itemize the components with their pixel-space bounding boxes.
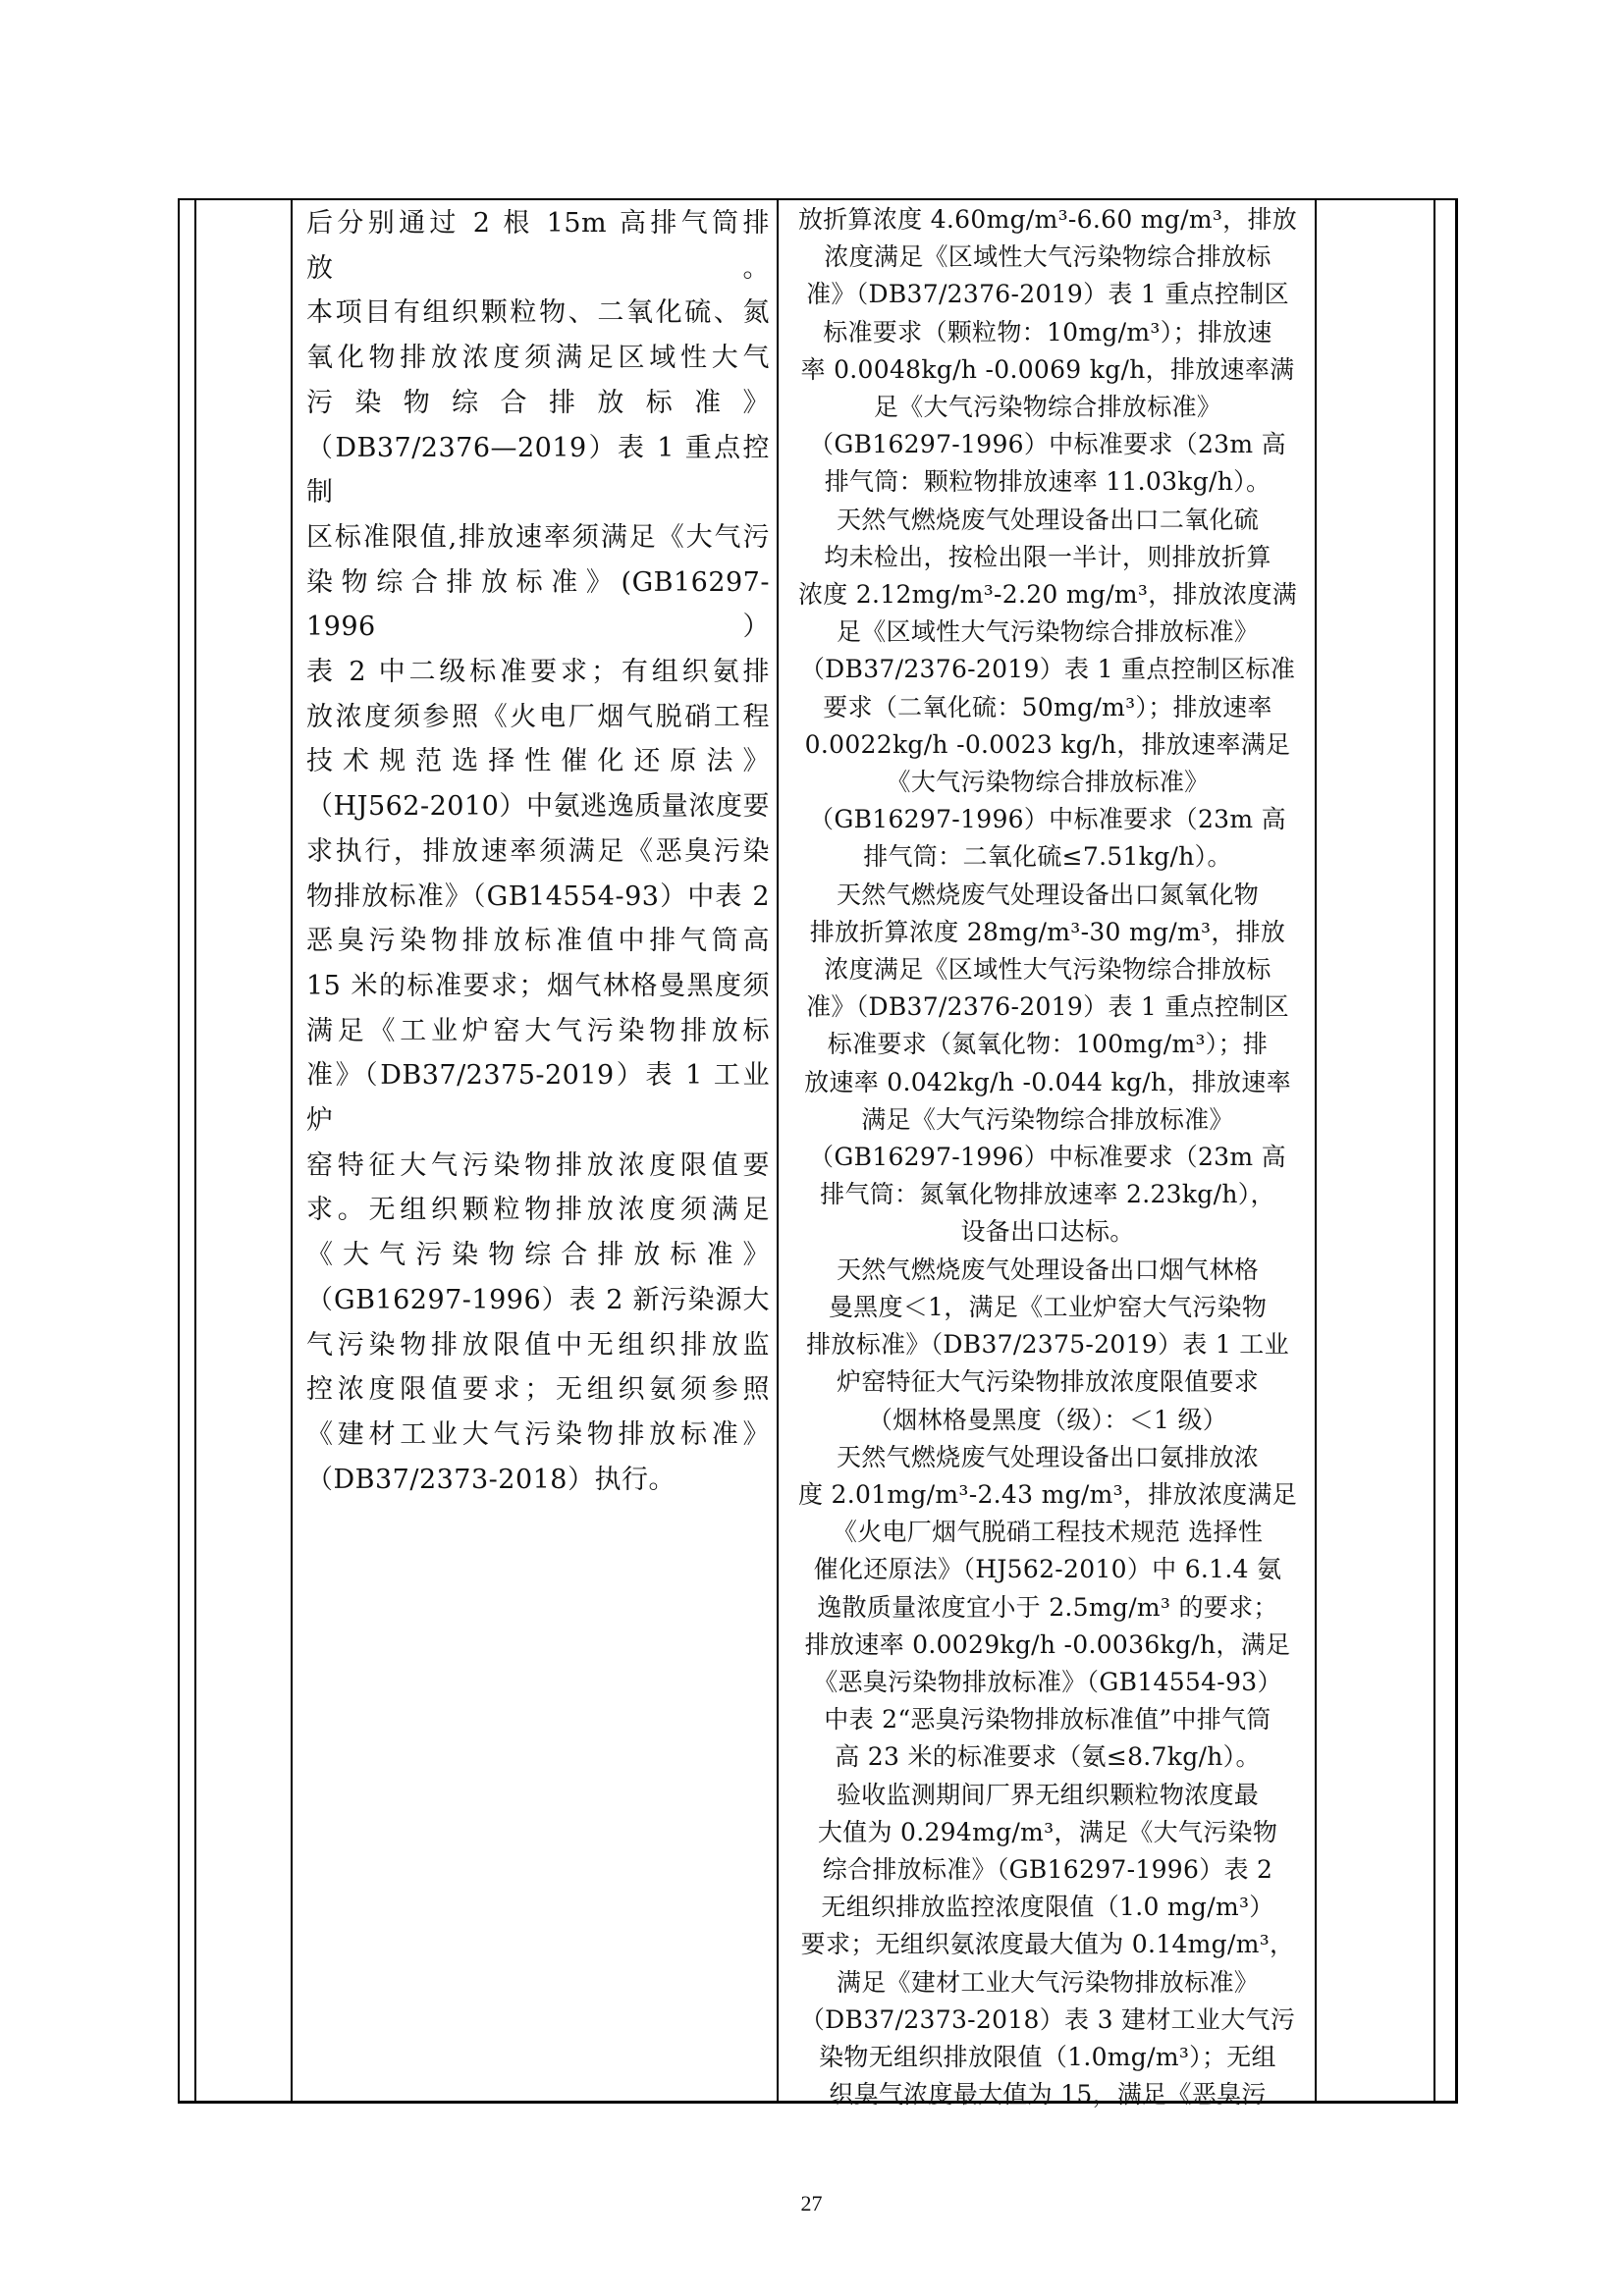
result-text-line: 曼黑度＜1，满足《工业炉窑大气污染物	[828, 1292, 1268, 1321]
table-column-divider	[291, 199, 293, 2103]
requirement-text-line: 《大气污染物综合排放标准》	[306, 1240, 770, 1271]
result-text-line: （DB37/2376-2019）表 1 重点控制区标准	[799, 655, 1296, 684]
requirement-text-line: （GB16297-1996）表 2 新污染源大	[306, 1284, 770, 1315]
table-column-divider	[194, 199, 196, 2103]
result-text-line: 天然气燃烧废气处理设备出口二氧化硫	[836, 505, 1260, 534]
requirement-text-line: 准》（DB37/2375-2019）表 1 工业炉	[306, 1060, 770, 1137]
result-text-line: 无组织排放监控浓度限值（1.0 mg/m³）	[821, 1893, 1274, 1922]
requirement-text-line: 染物综合排放标准》(GB16297-1996）	[306, 566, 770, 643]
result-text-line: 大值为 0.294mg/m³，满足《大气污染物	[817, 1817, 1278, 1846]
result-text-line: 逸散质量浓度宜小于 2.5mg/m³ 的要求；	[817, 1592, 1278, 1622]
result-text-line: 足《大气污染物综合排放标准》	[873, 393, 1222, 422]
result-text-line: 均未检出，按检出限一半计，则排放折算	[824, 542, 1271, 571]
requirement-text-line: 恶臭污染物排放标准值中排气筒高	[306, 926, 770, 957]
table-right-border	[1455, 199, 1458, 2103]
result-text-line: 满足《大气污染物综合排放标准》	[861, 1104, 1234, 1134]
requirement-text-line: 满足《工业炉窑大气污染物排放标	[306, 1015, 770, 1046]
result-text-line: 准》（DB37/2376-2019）表 1 重点控制区	[806, 280, 1289, 309]
table-column-divider	[1434, 199, 1435, 2103]
result-text-line: 排气筒：氮氧化物排放速率 2.23kg/h），	[820, 1180, 1275, 1209]
result-text-line: 率 0.0048kg/h -0.0069 kg/h，排放速率满	[800, 354, 1295, 384]
requirement-text-line: 本项目有组织颗粒物、二氧化硫、氮	[306, 297, 770, 329]
table-column-divider	[777, 199, 779, 2103]
result-text-line: （烟林格曼黑度（级）：＜1 级）	[867, 1405, 1228, 1434]
requirement-text-line: 污染物综合排放标准》	[306, 387, 770, 418]
page-number: 27	[800, 2191, 823, 2216]
requirement-text-line: 《建材工业大气污染物排放标准》	[306, 1418, 770, 1450]
result-text-line: 要求；无组织氨浓度最大值为 0.14mg/m³，	[800, 1930, 1295, 1959]
result-text-line: 排气筒：二氧化硫≤7.51kg/h）。	[863, 842, 1232, 872]
requirement-text-line: 物排放标准》（GB14554-93）中表 2	[306, 881, 770, 912]
result-text-line: （DB37/2373-2018）表 3 建材工业大气污	[799, 2004, 1296, 2034]
result-text-line: 高 23 米的标准要求（氨≤8.7kg/h）。	[835, 1742, 1261, 1772]
result-text-line: 天然气燃烧废气处理设备出口氨排放浓	[836, 1442, 1260, 1471]
result-text-line: 0.0022kg/h -0.0023 kg/h，排放速率满足	[804, 729, 1291, 759]
requirement-text-line: 窑特征大气污染物排放浓度限值要	[306, 1149, 770, 1181]
result-text-line: 炉窑特征大气污染物排放浓度限值要求	[836, 1367, 1260, 1397]
result-text-line: 催化还原法》（HJ562-2010）中 6.1.4 氨	[813, 1555, 1282, 1584]
result-text-line: （GB16297-1996）中标准要求（23m 高	[809, 1143, 1286, 1172]
result-text-line: 《恶臭污染物排放标准》（GB14554-93）	[813, 1667, 1282, 1696]
result-text-line: （GB16297-1996）中标准要求（23m 高	[809, 430, 1286, 459]
requirement-text-line: 求。无组织颗粒物排放浓度须满足	[306, 1195, 770, 1226]
requirement-cell	[306, 201, 770, 1502]
result-text-line: 设备出口达标。	[960, 1217, 1135, 1247]
result-text-line: 浓度满足《区域性大气污染物综合排放标	[824, 242, 1271, 272]
result-text-line: 准》（DB37/2376-2019）表 1 重点控制区	[806, 992, 1289, 1022]
table-column-divider	[1315, 199, 1317, 2103]
result-text-line: 要求（二氧化硫：50mg/m³）；排放速率	[823, 692, 1272, 721]
result-text-line: 《火电厂烟气脱硝工程技术规范 选择性	[832, 1518, 1264, 1547]
result-text-line: 织臭气浓度最大值为 15，满足《恶臭污	[829, 2080, 1267, 2109]
requirement-text-line: 求执行，排放速率须满足《恶臭污染	[306, 835, 770, 867]
requirement-text-line: （DB37/2376—2019）表 1 重点控制	[306, 432, 770, 508]
result-text-line: 浓度满足《区域性大气污染物综合排放标	[824, 955, 1271, 985]
requirement-text-line: 后分别通过 2 根 15m 高排气筒排放。	[306, 208, 770, 284]
result-text-line: 染物无组织排放限值（1.0mg/m³）；无组	[819, 2042, 1276, 2071]
result-text-line: 足《区域性大气污染物综合排放标准》	[836, 617, 1260, 647]
requirement-text-line: （DB37/2373-2018）执行。	[306, 1464, 676, 1495]
result-text-line: 浓度 2.12mg/m³-2.20 mg/m³，排放浓度满	[797, 580, 1298, 610]
requirement-text-line: 氧化物排放浓度须满足区域性大气	[306, 343, 770, 374]
requirement-text-line: 15 米的标准要求；烟气林格曼黑度须	[306, 970, 770, 1001]
requirement-text-line: 放浓度须参照《火电厂烟气脱硝工程	[306, 701, 770, 732]
requirement-text-line: 区标准限值,排放速率须满足《大气污	[306, 521, 770, 553]
result-text-line: 中表 2“恶臭污染物排放标准值”中排气筒	[824, 1705, 1271, 1735]
requirement-text-line: 表 2 中二级标准要求；有组织氨排	[306, 657, 770, 688]
result-text-line: 标准要求（颗粒物：10mg/m³）；排放速	[823, 317, 1272, 347]
result-text-line: 放速率 0.042kg/h -0.044 kg/h，排放速率	[804, 1067, 1291, 1096]
table-top-border	[178, 198, 1458, 200]
result-text-line: 满足《建材工业大气污染物排放标准》	[836, 1967, 1260, 1997]
result-text-line: （GB16297-1996）中标准要求（23m 高	[809, 805, 1286, 834]
requirement-text-line: 气污染物排放限值中无组织排放监	[306, 1329, 770, 1361]
result-text-line: 天然气燃烧废气处理设备出口烟气林格	[836, 1255, 1260, 1284]
result-text-line: 天然气燃烧废气处理设备出口氮氧化物	[836, 880, 1260, 909]
result-text-line: 综合排放标准》（GB16297-1996）表 2	[822, 1854, 1273, 1884]
requirement-text-line: 技术规范选择性催化还原法》	[306, 746, 770, 777]
result-text-line: 排放标准》（DB37/2375-2019）表 1 工业	[806, 1330, 1289, 1360]
result-text-line: 排放折算浓度 28mg/m³-30 mg/m³，排放	[809, 917, 1286, 946]
result-text-line: 标准要求（氮氧化物：100mg/m³）；排	[827, 1030, 1269, 1059]
requirement-text-line: 控浓度限值要求；无组织氨须参照	[306, 1374, 770, 1406]
result-text-line: 排放速率 0.0029kg/h -0.0036kg/h，满足	[804, 1629, 1291, 1659]
result-text-line: 《大气污染物综合排放标准》	[886, 768, 1210, 797]
result-text-line: 度 2.01mg/m³-2.43 mg/m³，排放浓度满足	[797, 1479, 1298, 1509]
result-text-line: 放折算浓度 4.60mg/m³-6.60 mg/m³，排放	[797, 205, 1298, 234]
result-text-line: 验收监测期间厂界无组织颗粒物浓度最	[836, 1780, 1260, 1809]
requirement-text-line: （HJ562-2010）中氨逃逸质量浓度要	[306, 791, 770, 823]
table-left-border	[178, 199, 180, 2103]
result-cell	[787, 201, 1308, 2113]
result-text-line: 排气筒：颗粒物排放速率 11.03kg/h）。	[824, 467, 1271, 497]
